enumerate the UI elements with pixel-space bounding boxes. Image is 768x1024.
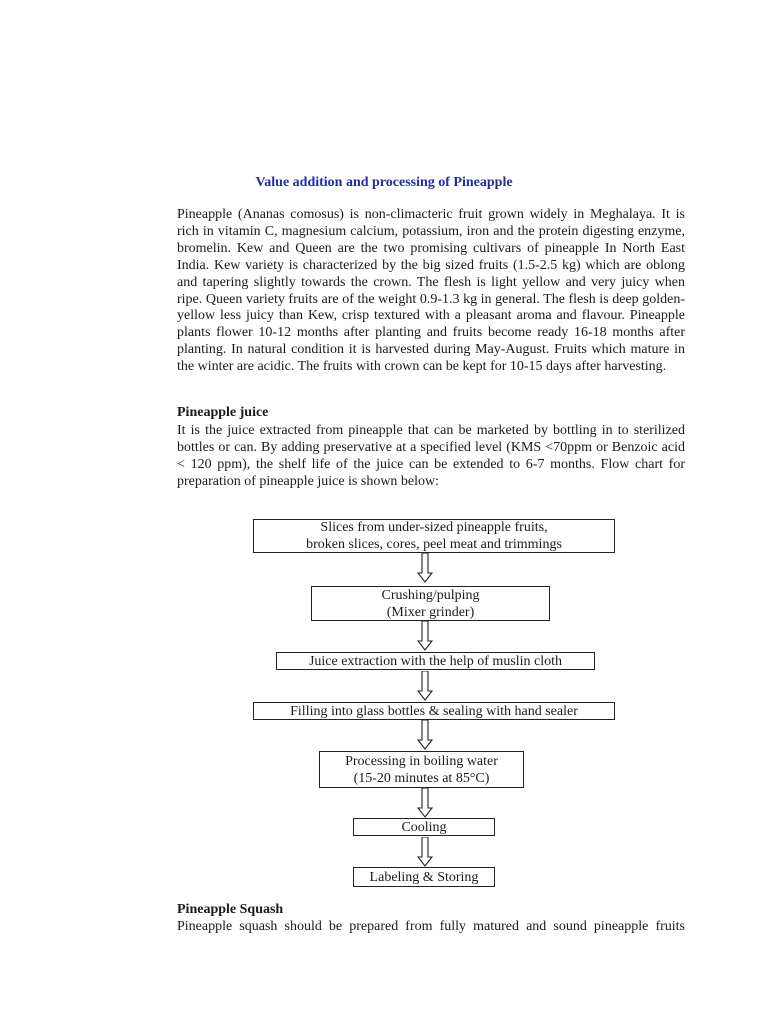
flow-step-1-line1: Slices from under-sized pineapple fruits, [320,520,548,535]
flow-step-2-line2: (Mixer grinder) [386,604,475,620]
flow-step-6 [353,818,495,836]
down-arrow-icon [417,671,433,701]
juice-paragraph: It is the juice extracted from pineapple that can be marketed by bottling in to sterilized bottles or can. By adding preservative at a specified level (KMS <70ppm or Benzoic acid < 120 ppm), the shelf life of the juice can be extended to 6-7 months. Flow chart for preparation of pineapple juice is shown below: [177,423,685,489]
flow-step-5-line1: Processing in boiling water [345,753,498,769]
squash-heading: Pineapple Squash [177,902,284,917]
intro-paragraph: Pineapple (Ananas comosus) is non-climacteric fruit grown widely in Meghalaya. It is rich in vitamin C, magnesium calcium, potassium, iron and the protein digesting enzyme, bromelin. Kew and Queen are the two promising cultivars of pineapple In North East India. Kew variety is characterized by the big sized fruits (1.5-2.5 kg) which are oblong and tapering slightly towards the crown. The flesh is light yellow and very juicy when ripe. Queen variety fruits are of the weight 0.9-1.3 kg in general. The flesh is deep golden-yellow less juicy than Kew, crisp textured with a pleasant aroma and flavour. Pineapple plants flower 10-12 months after planting and fruits become ready 16-18 months after planting. In natural condition it is harvested during May-August. Fruits which mature in the winter are acidic. The fruits with crown can be kept for 10-15 days after harvesting. [177,207,685,375]
flow-step-4 [253,702,615,720]
squash-paragraph: Pineapple squash should be prepared from fully matured and sound pineapple fruits [177,919,685,934]
flow-step-6-line1: Cooling [401,819,447,835]
document-title: Value addition and processing of Pineapple [255,175,513,190]
flow-step-5-line2: (15-20 minutes at 85°C) [353,770,490,786]
down-arrow-icon [417,621,433,651]
flow-step-7 [353,867,495,887]
down-arrow-icon [417,788,433,818]
flow-step-1-line2: broken slices, cores, peel meat and trimmings [306,537,562,552]
flow-step-3 [276,652,595,670]
flow-step-5 [319,751,524,788]
down-arrow-icon [417,837,433,867]
down-arrow-icon [417,553,433,583]
down-arrow-icon [417,720,433,750]
flow-step-2-line1: Crushing/pulping [381,587,480,603]
juice-heading: Pineapple juice [177,405,269,420]
flow-step-2 [311,586,550,621]
flow-step-4-line1: Filling into glass bottles & sealing with hand sealer [290,703,578,719]
flow-step-7-line1: Labeling & Storing [369,869,479,885]
flow-step-1 [253,519,615,553]
flow-step-3-line1: Juice extraction with the help of muslin cloth [308,653,563,669]
